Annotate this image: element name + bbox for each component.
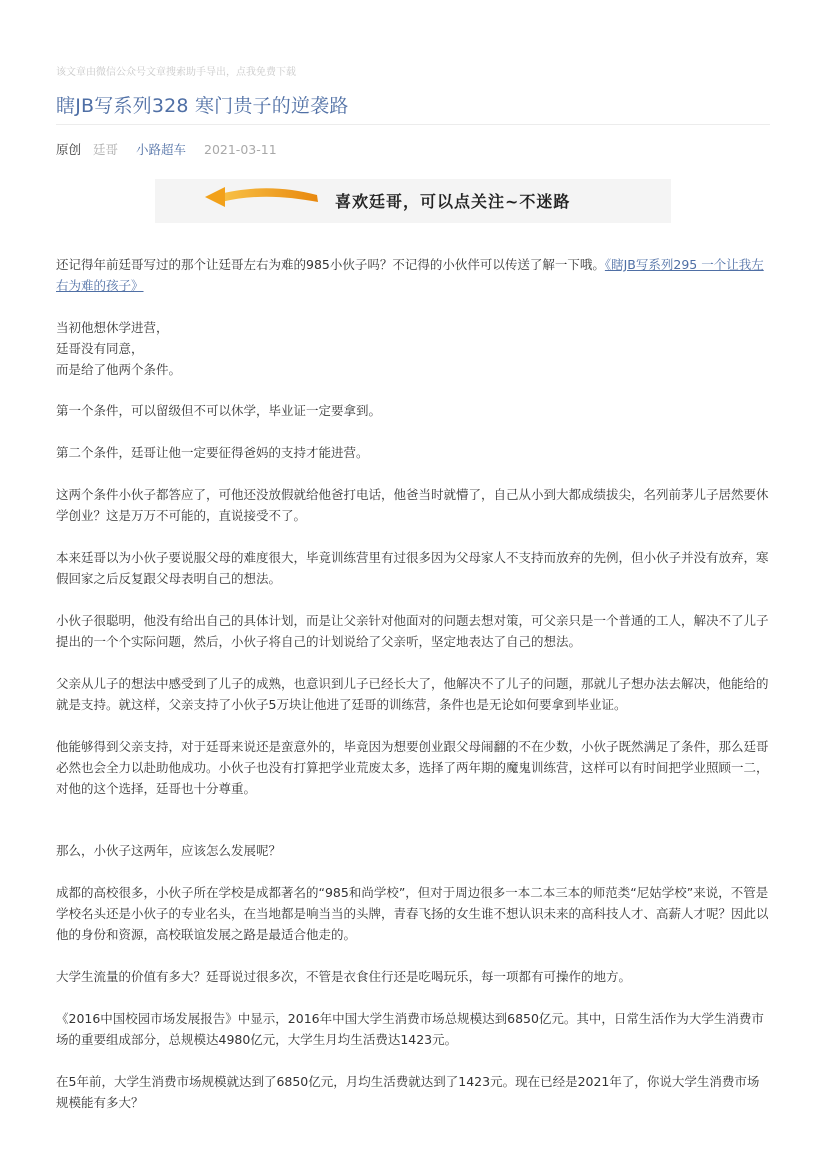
paragraph: 第二个条件，廷哥让他一定要征得爸妈的支持才能进营。: [56, 445, 369, 460]
title-divider: [56, 124, 770, 125]
article-title: 瞎JB写系列328 寒门贵子的逆袭路: [56, 95, 349, 117]
paragraph: 第一个条件，可以留级但不可以休学，毕业证一定要拿到。: [56, 403, 382, 418]
paragraph-intro: [56, 254, 770, 296]
account-link[interactable]: 小路超车: [136, 142, 187, 157]
paragraph: 《2016中国校园市场发展报告》中显示，2016年中国大学生消费市场总规模达到6850亿元。其中，日常生活作为大学生消费市场的重要组成部分，总规模达4980亿元，大学生月均生活费达1423元。: [56, 1011, 764, 1047]
export-note-link[interactable]: 该文章由微信公众号文章搜索助手导出，点我免费下载: [56, 67, 296, 78]
banner-text: 喜欢廷哥，可以点关注~不迷路: [335, 192, 571, 211]
paragraph: 大学生流量的价值有多大？廷哥说过很多次，不管是衣食住行还是吃喝玩乐，每一项都有可操作的地方。: [56, 969, 632, 984]
related-article-link[interactable]: 《瞎JB写系列295 一个让我左右为难的孩子》: [56, 257, 764, 293]
paragraph: 成都的高校很多，小伙子所在学校是成都著名的“985和尚学校”，但对于周边很多一本二本三本的师范类“尼姑学校”来说，不管是学校名头还是小伙子的专业名头，在当地都是响当当的头牌，青春飞扬的女生谁不想认识未来的高科技人才、高薪人才呢？因此以他的身份和资源，高校联谊发展之路是最适合他走的。: [56, 885, 769, 942]
paragraph: 本来廷哥以为小伙子要说服父母的难度很大，毕竟训练营里有过很多因为父母家人不支持而放弃的先例，但小伙子并没有放弃，寒假回家之后反复跟父母表明自己的想法。: [56, 550, 769, 586]
publish-date: 2021-03-11: [204, 142, 277, 157]
paragraph: 这两个条件小伙子都答应了，可他还没放假就给他爸打电话，他爸当时就懵了，自己从小到大都成绩拔尖，名列前茅儿子居然要休学创业？这是万万不可能的，直说接受不了。: [56, 487, 769, 523]
paragraph: 在5年前，大学生消费市场规模就达到了6850亿元，月均生活费就达到了1423元。现在已经是2021年了，你说大学生消费市场规模能有多大？: [56, 1074, 760, 1110]
text-line: 而是给了他两个条件。: [56, 362, 182, 377]
paragraph: 他能够得到父亲支持，对于廷哥来说还是蛮意外的，毕竟因为想要创业跟父母闹翻的不在少数，小伙子既然满足了条件，那么廷哥必然也会全力以赴助他成功。小伙子也没有打算把学业荒废太多，选择了两年期的魔鬼训练营，这样可以有时间把学业照顾一二，对他的这个选择，廷哥也十分尊重。: [56, 739, 769, 796]
original-label: 原创: [56, 142, 82, 157]
paragraph: 父亲从儿子的想法中感受到了儿子的成熟，也意识到儿子已经长大了，他解决不了儿子的问题，那就儿子想办法去解决，他能给的就是支持。就这样，父亲支持了小伙子5万块让他进了廷哥的训练营，条件也是无论如何要拿到毕业证。: [56, 676, 769, 712]
text-line: 廷哥没有同意，: [56, 341, 144, 356]
paragraph-conditions-intro: [56, 317, 770, 380]
follow-banner: [155, 179, 671, 223]
paragraph: 小伙子很聪明，他没有给出自己的具体计划，而是让父亲针对他面对的问题去想对策，可父亲只是一个普通的工人，解决不了儿子提出的一个个实际问题，然后，小伙子将自己的计划说给了父亲听，坚定地表达了自己的想法。: [56, 613, 769, 649]
article-meta: [56, 140, 277, 158]
intro-text: 还记得年前廷哥写过的那个让廷哥左右为难的985小伙子吗？不记得的小伙伴可以传送了解一下哦。: [56, 257, 605, 272]
paragraph: 那么，小伙子这两年，应该怎么发展呢？: [56, 843, 282, 858]
author-name: 廷哥: [93, 142, 119, 157]
text-line: 当初他想休学进营，: [56, 320, 169, 335]
